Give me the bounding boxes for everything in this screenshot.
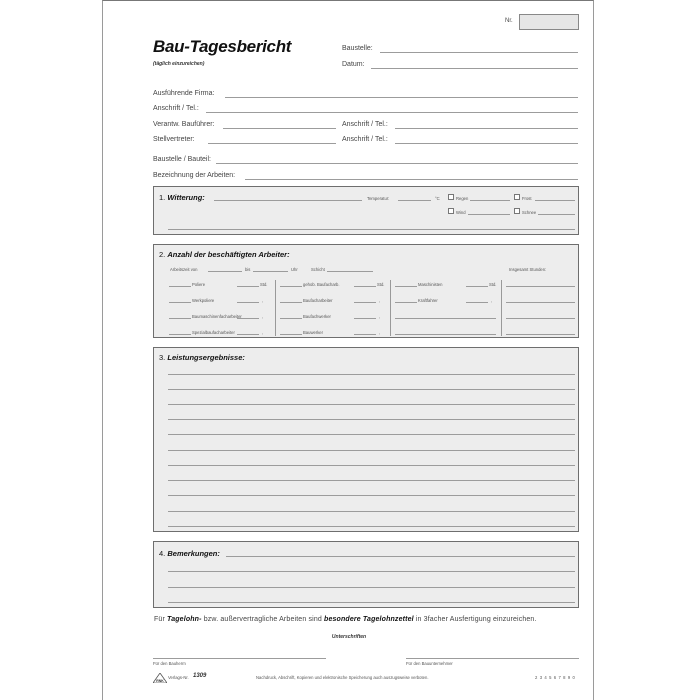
schnee-checkbox[interactable] — [514, 208, 520, 214]
regen-label: Regen — [456, 196, 469, 201]
section-bemerkungen — [153, 541, 579, 608]
kraftfahrer-count-field[interactable] — [395, 302, 417, 303]
copyright-notice: Nachdruck, Abschrift, Kopieren und elektronische Speicherung auch auszugsweise verboten. — [256, 675, 429, 680]
poliere-count-field[interactable] — [169, 286, 191, 287]
kraftfahrer-hours-field[interactable] — [466, 302, 488, 303]
section-leistungsergebnisse — [153, 347, 579, 532]
regen-field[interactable] — [470, 200, 510, 201]
unit-label: , — [262, 298, 264, 303]
verlag-number: 1309 — [193, 673, 207, 679]
leistung-line[interactable] — [168, 511, 575, 512]
verlag-label: Verlags-Nr. — [168, 675, 189, 680]
stellvertreter-anschrift-label: Anschrift / Tel.: — [342, 136, 388, 143]
firma-label: Ausführende Firma: — [153, 90, 215, 97]
anschrift-field[interactable] — [206, 112, 578, 113]
werkpoliere-hours-field[interactable] — [237, 302, 259, 303]
bemerkungen-title: 4. Bemerkungen: — [159, 549, 220, 558]
leistung-line[interactable] — [168, 404, 575, 405]
arbeitszeit-von-field[interactable] — [208, 271, 242, 272]
spezial-count-field[interactable] — [169, 334, 191, 335]
frost-field[interactable] — [535, 200, 575, 201]
leistung-title: 3. Leistungsergebnisse: — [159, 353, 245, 362]
arbeitszeit-bis-field[interactable] — [253, 271, 288, 272]
bemerkungen-line[interactable] — [168, 571, 575, 572]
unit-label: Std. — [489, 282, 497, 287]
bauherr-label: Für den Bauherrn — [153, 661, 186, 666]
baufuehrer-anschrift-field[interactable] — [395, 128, 578, 129]
leistung-line[interactable] — [168, 526, 575, 527]
unit-label: Std. — [377, 282, 385, 287]
datum-label: Datum: — [342, 61, 365, 68]
section-arbeiter — [153, 244, 579, 338]
firma-field[interactable] — [225, 97, 578, 98]
total-hours-field[interactable] — [506, 318, 575, 319]
nr-input[interactable] — [519, 14, 579, 30]
wind-field[interactable] — [468, 214, 510, 215]
role-label: Spezialbaufacharbeiter — [192, 330, 235, 335]
arbeiter-title: 2. Anzahl der beschäftigten Arbeiter: — [159, 250, 290, 259]
fachwerker-hours-field[interactable] — [354, 318, 376, 319]
poliere-hours-field[interactable] — [237, 286, 259, 287]
schicht-label: Schicht — [311, 267, 325, 272]
form-page — [102, 0, 594, 700]
form-title: Bau-Tagesbericht — [153, 37, 292, 56]
bauteil-field[interactable] — [216, 163, 578, 164]
unterschriften-heading: Unterschriften — [331, 634, 367, 640]
extra-role-field[interactable] — [395, 334, 496, 335]
bemerkungen-line[interactable] — [226, 556, 575, 557]
baustelle-field[interactable] — [380, 52, 578, 53]
role-label: Baumaschinenfacharbeiter — [192, 314, 242, 319]
role-label: gehob. Baufacharb. — [303, 282, 340, 287]
anschrift-label: Anschrift / Tel.: — [153, 105, 199, 112]
maschinisten-count-field[interactable] — [395, 286, 417, 287]
gehob-count-field[interactable] — [280, 286, 302, 287]
bauteil-label: Baustelle / Bauteil: — [153, 156, 211, 163]
form-subtitle: (täglich einzureichen) — [153, 61, 205, 67]
uhr-label: Uhr — [291, 267, 298, 272]
wind-checkbox[interactable] — [448, 208, 454, 214]
witterung-title: 1. Witterung: — [159, 193, 205, 202]
bauwerker-count-field[interactable] — [280, 334, 302, 335]
celsius-unit: °C — [435, 196, 440, 201]
leistung-line[interactable] — [168, 465, 575, 466]
bauunternehmer-label: Für den Bauunternehmer — [406, 661, 453, 666]
arbeiten-label: Bezeichnung der Arbeiten: — [153, 172, 236, 179]
bauunternehmer-signature-line[interactable] — [406, 658, 579, 659]
datum-field[interactable] — [371, 68, 578, 69]
column-divider — [390, 280, 391, 336]
schnee-label: Schnee — [522, 210, 537, 215]
leistung-line[interactable] — [168, 434, 575, 435]
leistung-line[interactable] — [168, 374, 575, 375]
bauherr-signature-line[interactable] — [153, 658, 326, 659]
unit-label: , — [379, 314, 381, 319]
total-hours-field[interactable] — [506, 286, 575, 287]
tagelohn-notice: Für Tagelohn- bzw. außervertragliche Arbeiten sind besondere Tagelohnzettel in 3facher Ausfertigung einzureichen. — [154, 616, 537, 623]
section-witterung — [153, 186, 579, 235]
bis-label: bis — [245, 267, 251, 272]
unit-label: , — [262, 314, 264, 319]
role-label: Kraftfahrer — [418, 298, 438, 303]
stellvertreter-label: Stellvertreter: — [153, 136, 195, 143]
leistung-line[interactable] — [168, 480, 575, 481]
extra-role-field[interactable] — [395, 318, 496, 319]
temperatur-field[interactable] — [398, 200, 431, 201]
print-code: 2 3 4 5 6 7 8 9 0 — [535, 675, 576, 680]
role-label: Baufachwerker — [303, 314, 331, 319]
baufuehrer-field[interactable] — [223, 128, 336, 129]
bemerkungen-line[interactable] — [168, 587, 575, 588]
fachwerker-count-field[interactable] — [280, 318, 302, 319]
nr-label: Nr. — [505, 18, 513, 24]
total-hours-field[interactable] — [506, 302, 575, 303]
total-hours-field[interactable] — [506, 334, 575, 335]
insgesamt-label: Insgesamt Stunden: — [509, 267, 547, 272]
leistung-line[interactable] — [168, 450, 575, 451]
baumaschinen-count-field[interactable] — [169, 318, 191, 319]
baufuehrer-label: Verantw. Bauführer: — [153, 121, 215, 128]
role-label: Werkpoliere — [192, 298, 215, 303]
unit-label: , — [491, 298, 493, 303]
baustelle-label: Baustelle: — [342, 45, 373, 52]
spezial-hours-field[interactable] — [237, 334, 259, 335]
stellvertreter-field[interactable] — [208, 143, 336, 144]
werkpoliere-count-field[interactable] — [169, 302, 191, 303]
frost-label: Frost — [522, 196, 532, 201]
leistung-line[interactable] — [168, 389, 575, 390]
svg-text:RNK: RNK — [156, 679, 164, 683]
leistung-line[interactable] — [168, 495, 575, 496]
facharbeiter-hours-field[interactable] — [354, 302, 376, 303]
column-divider — [275, 280, 276, 336]
witterung-field[interactable] — [214, 200, 362, 201]
unit-label: , — [379, 330, 381, 335]
wind-label: Wind — [456, 210, 466, 215]
leistung-line[interactable] — [168, 419, 575, 420]
column-divider — [501, 280, 502, 336]
gehob-hours-field[interactable] — [354, 286, 376, 287]
arbeitszeit-label: Arbeitszeit von — [170, 267, 198, 272]
stellvertreter-anschrift-field[interactable] — [395, 143, 578, 144]
facharbeiter-count-field[interactable] — [280, 302, 302, 303]
schnee-field[interactable] — [538, 214, 575, 215]
unit-label: , — [379, 298, 381, 303]
role-label: Bauwerker — [303, 330, 324, 335]
baumaschinen-hours-field[interactable] — [237, 318, 259, 319]
baufuehrer-anschrift-label: Anschrift / Tel.: — [342, 121, 388, 128]
regen-checkbox[interactable] — [448, 194, 454, 200]
bemerkungen-line[interactable] — [168, 602, 575, 603]
role-label: Poliere — [192, 282, 206, 287]
role-label: Baufacharbeiter — [303, 298, 333, 303]
arbeiten-field[interactable] — [245, 179, 578, 180]
role-label: Maschinisten — [418, 282, 443, 287]
schicht-field[interactable] — [327, 271, 373, 272]
bauwerker-hours-field[interactable] — [354, 334, 376, 335]
publisher-logo-icon — [153, 670, 167, 683]
witterung-extra-line[interactable] — [168, 229, 575, 230]
temperatur-label: Temperatur: — [367, 196, 390, 201]
frost-checkbox[interactable] — [514, 194, 520, 200]
unit-label: , — [262, 330, 264, 335]
unit-label: Std. — [260, 282, 268, 287]
maschinisten-hours-field[interactable] — [466, 286, 488, 287]
